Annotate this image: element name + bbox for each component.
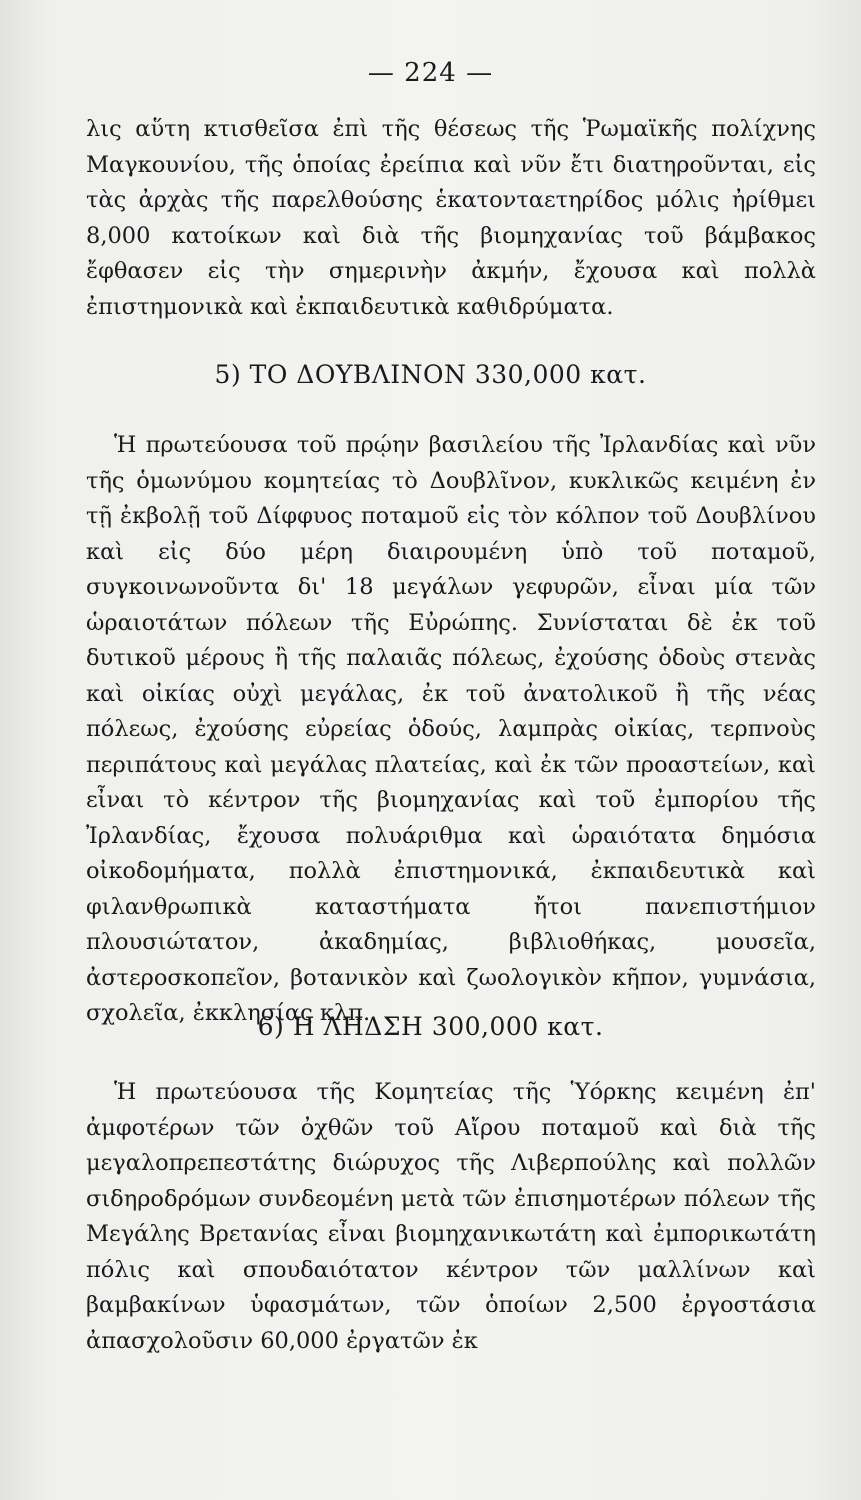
section-heading-leeds: 6) Η ΛΗΔΣΗ 300,000 κατ. [257, 1012, 604, 1041]
paragraph-dublin [86, 428, 816, 1032]
paragraph-text: Ἡ πρωτεύουσα τῆς Κομητείας τῆς Ὑόρκης κειμένη ἐπ' ἀμφοτέρων τῶν ὀχθῶν τοῦ Αἴρου ποταμοῦ καὶ διὰ τῆς μεγαλοπρεπεστάτης διώρυχος τῆς Λιβερπούλης καὶ πολλῶν σιδηροδρόμων συνδεομένη μετὰ τῶν ἐπισημοτέρων πόλεων τῆς Μεγάλης Βρετανίας εἶναι βιομηχανικωτάτη καὶ ἐμπορικωτάτη πόλις καὶ σπουδαιότατον κέντρον τῶν μαλλίνων καὶ βαμβακίνων ὑφασμάτων, τῶν ὁποίων 2,500 ἐργοστάσια ἀπασχολοῦσιν 60,000 ἐργατῶν ἐκ [86, 1079, 816, 1354]
paragraph-text: Ἡ πρωτεύουσα τοῦ πρῴην βασιλείου τῆς Ἰρλανδίας καὶ νῦν τῆς ὁμωνύμου κομητείας τὸ Δουβλῖνον, κυκλικῶς κειμένη ἐν τῇ ἐκβολῇ τοῦ Δίφφυος ποταμοῦ εἰς τὸν κόλπον τοῦ Δουβλίνου καὶ εἰς δύο μέρη διαιρουμένη ὑπὸ τοῦ ποταμοῦ, συγκοινωνοῦντα δι' 18 μεγάλων γεφυρῶν, εἶναι μία τῶν ὡραιοτάτων πόλεων τῆς Εὐρώπης. Συνίσταται δὲ ἐκ τοῦ δυτικοῦ μέρους ἢ τῆς παλαιᾶς πόλεως, ἐχούσης ὁδοὺς στενὰς καὶ οἰκίας οὐχὶ μεγάλας, ἐκ τοῦ ἀνατολικοῦ ἢ τῆς νέας πόλεως, ἐχούσης εὐρείας ὁδούς, λαμπρὰς οἰκίας, τερπνοὺς περιπάτους καὶ μεγάλας πλατείας, καὶ ἐκ τῶν προαστείων, καὶ εἶναι τὸ κέντρον τῆς βιομηχανίας καὶ τοῦ ἐμπορίου τῆς Ἰρλανδίας, ἔχουσα πολυάριθμα καὶ ὡραιότατα δημόσια οἰκοδομήματα, πολλὰ ἐπιστημονικά, ἐκπαιδευτικὰ καὶ φιλανθρωπικὰ καταστήματα ἤτοι πανεπιστήμιον πλουσιώτατον, ἀκαδημίας, βιβλιοθήκας, μουσεῖα, ἀστεροσκοπεῖον, βοτανικὸν καὶ ζωολογικὸν κῆπον, γυμνάσια, σχολεῖα, ἐκκλησίας κλπ. [86, 432, 816, 1026]
paragraph-text: λις αὕτη κτισθεῖσα ἐπὶ τῆς θέσεως τῆς Ῥωμαϊκῆς πολίχνης Μαγκουνίου, τῆς ὁποίας ἐρείπια καὶ νῦν ἔτι διατηροῦνται, εἰς τὰς ἀρχὰς τῆς παρελθούσης ἑκατονταετηρίδος μόλις ἠρίθμει 8,000 κατοίκων καὶ διὰ τῆς βιομηχανίας τοῦ βάμβακος ἔφθασεν εἰς τὴν σημερινὴν ἀκμήν, ἔχουσα καὶ πολλὰ ἐπιστημονικὰ καὶ ἐκπαιδευτικὰ καθιδρύματα. [86, 116, 816, 320]
paragraph-manchester-continued [86, 112, 816, 325]
page-number: — 224 — [367, 58, 494, 88]
section-heading-dublin: 5) ΤΟ ΔΟΥΒΛΙΝΟΝ 330,000 κατ. [214, 360, 647, 389]
paragraph-leeds [86, 1075, 816, 1359]
